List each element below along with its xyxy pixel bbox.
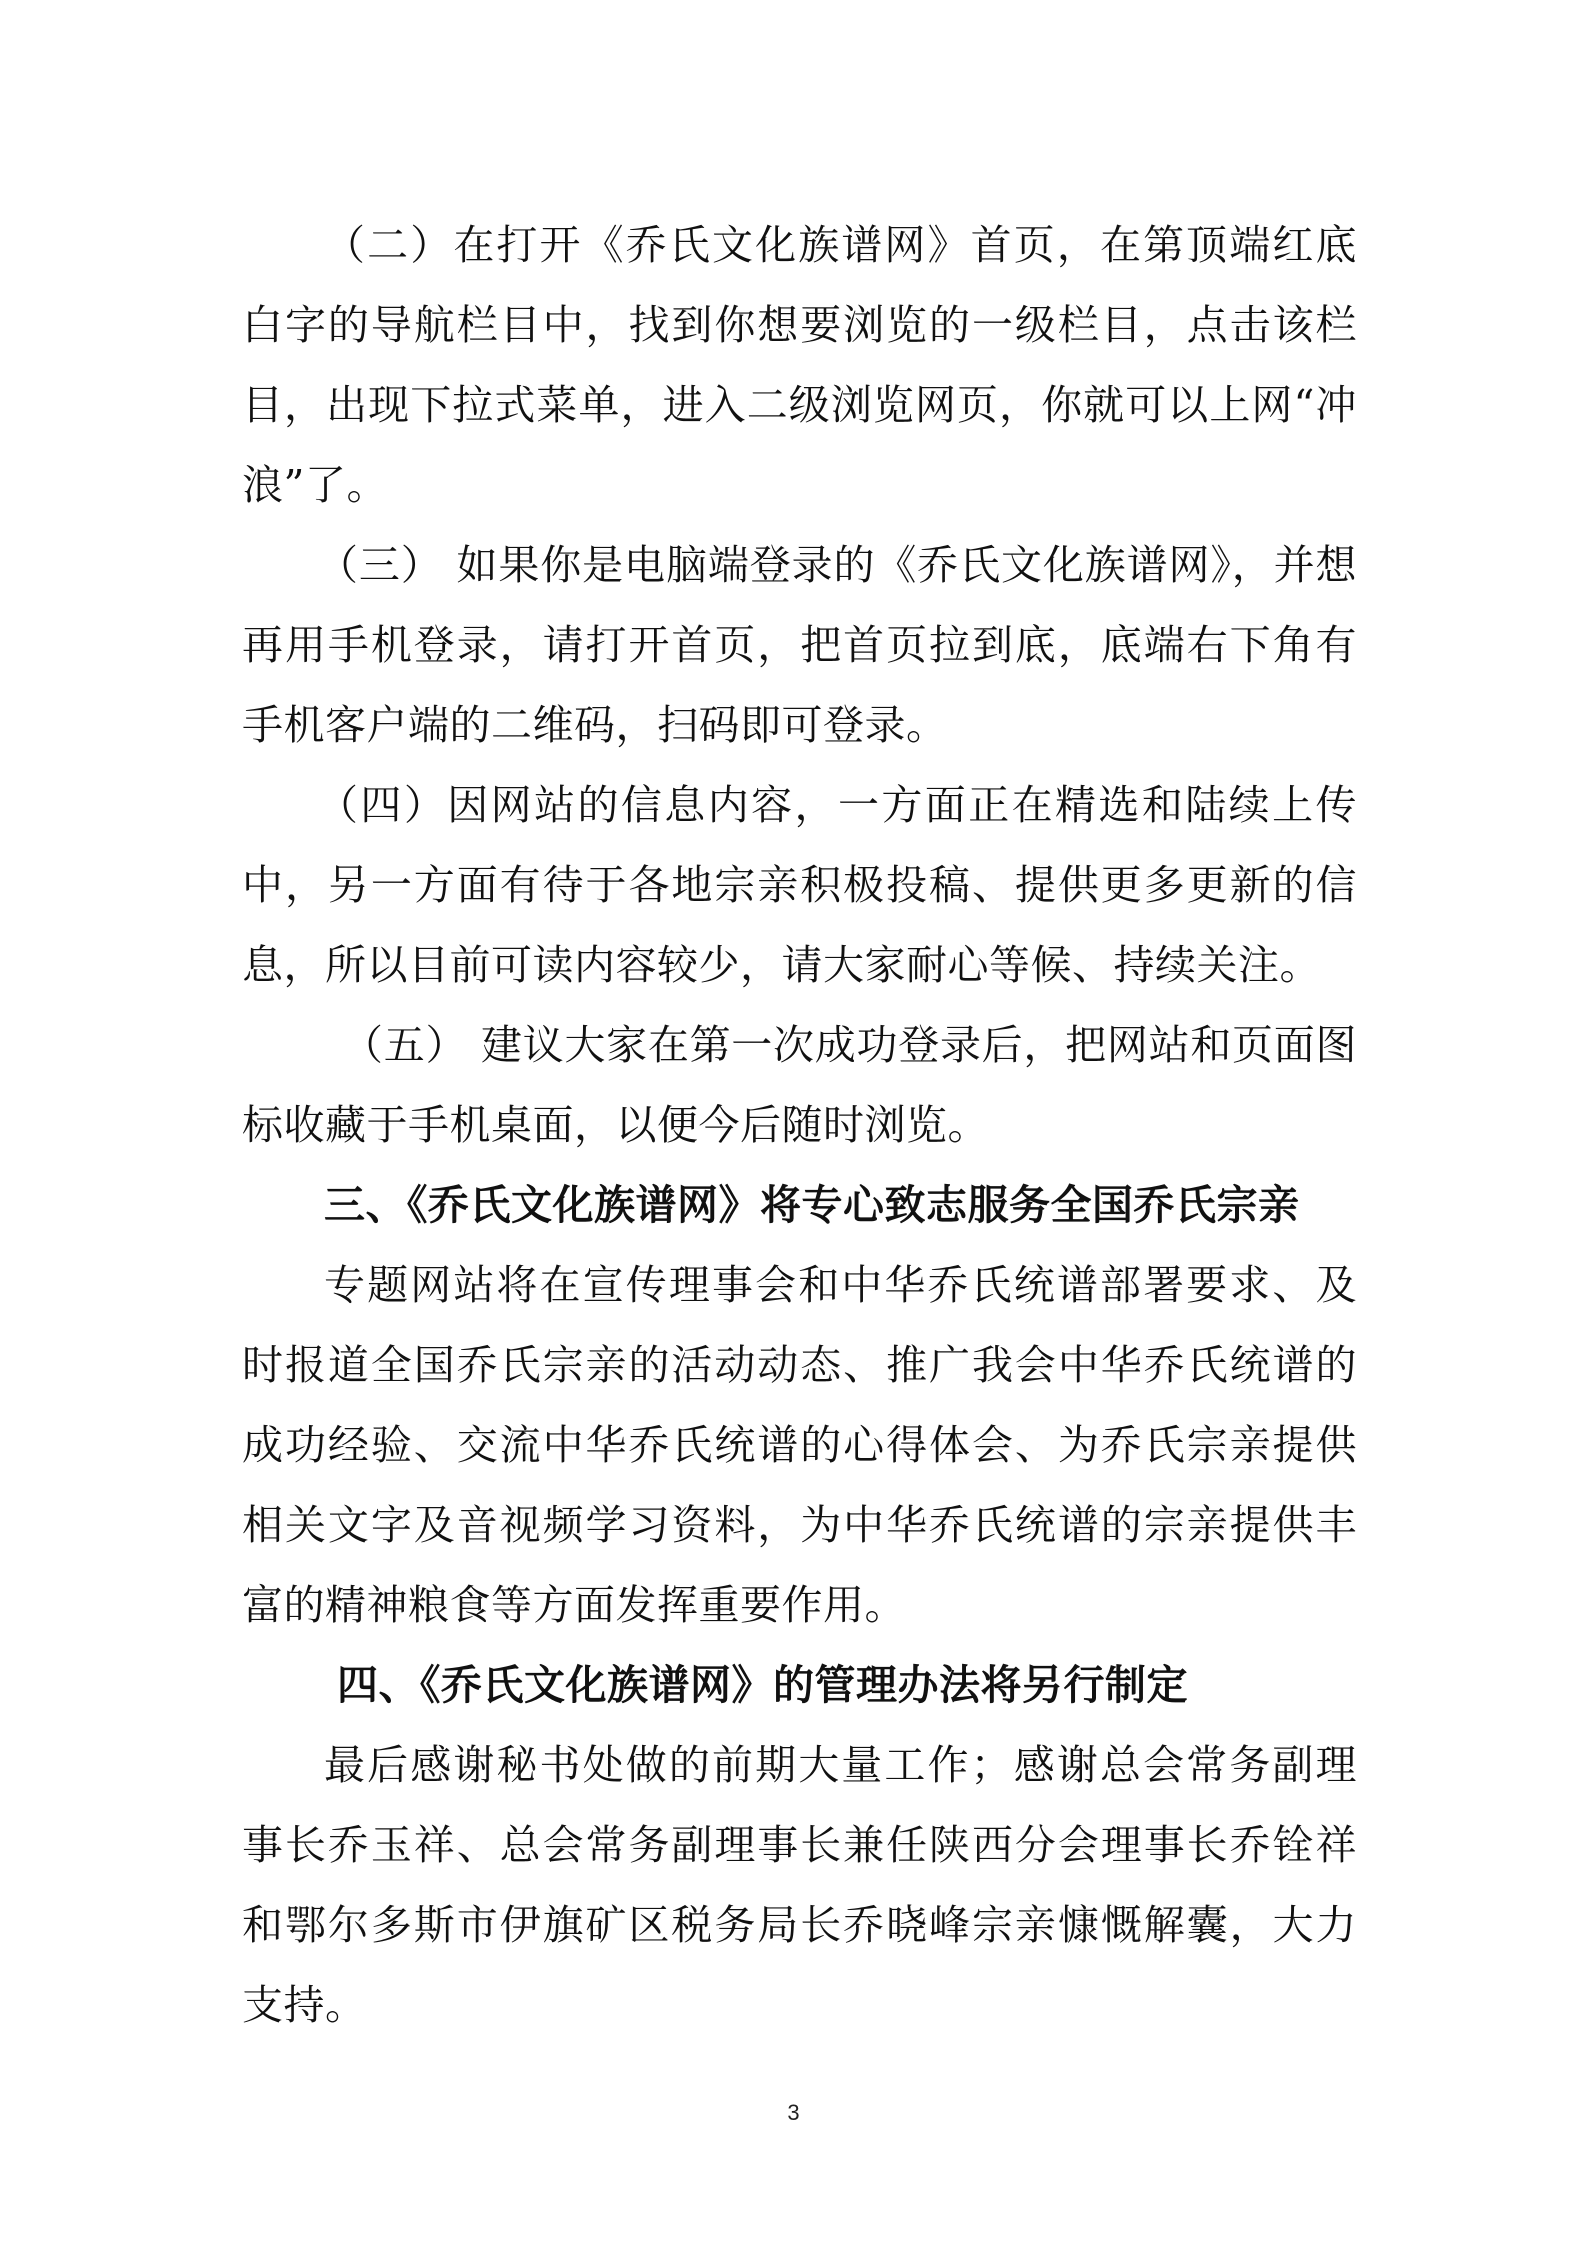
paragraph-item-2: （二）在打开《乔氏文化族谱网》首页，在第顶端红底白字的导航栏目中，找到你想要浏览的一级栏目，点击该栏目，出现下拉式菜单，进入二级浏览网页，你就可以上网“冲浪”了。 [242, 221, 1357, 509]
paragraph-item-3: （三） 如果你是电脑端登录的《乔氏文化族谱网》，并想再用手机登录，请打开首页，把首页拉到底，底端右下角有手机客户端的二维码，扫码即可登录。 [242, 541, 1357, 749]
section-heading-3: 三、《乔氏文化族谱网》将专心致志服务全国乔氏宗亲 [324, 1181, 1300, 1229]
paragraph-closing: 最后感谢秘书处做的前期大量工作；感谢总会常务副理事长乔玉祥、总会常务副理事长兼任陕西分会理事长乔铨祥和鄂尔多斯市伊旗矿区税务局长乔晓峰宗亲慷慨解囊，大力支持。 [242, 1741, 1357, 2029]
section-heading-4: 四、《乔氏文化族谱网》的管理办法将另行制定 [337, 1661, 1188, 1709]
page-number: 3 [787, 2100, 800, 2125]
paragraph-item-4: （四）因网站的信息内容，一方面正在精选和陆续上传中，另一方面有待于各地宗亲积极投稿、提供更多更新的信息，所以目前可读内容较少，请大家耐心等候、持续关注。 [242, 781, 1357, 989]
document-body [242, 205, 1357, 2045]
paragraph-item-5: （五） 建议大家在第一次成功登录后，把网站和页面图标收藏于手机桌面，以便今后随时浏览。 [242, 1021, 1357, 1149]
paragraph-section-3-body: 专题网站将在宣传理事会和中华乔氏统谱部署要求、及时报道全国乔氏宗亲的活动动态、推广我会中华乔氏统谱的成功经验、交流中华乔氏统谱的心得体会、为乔氏宗亲提供相关文字及音视频学习资料，为中华乔氏统谱的宗亲提供丰富的精神粮食等方面发挥重要作用。 [242, 1261, 1357, 1629]
